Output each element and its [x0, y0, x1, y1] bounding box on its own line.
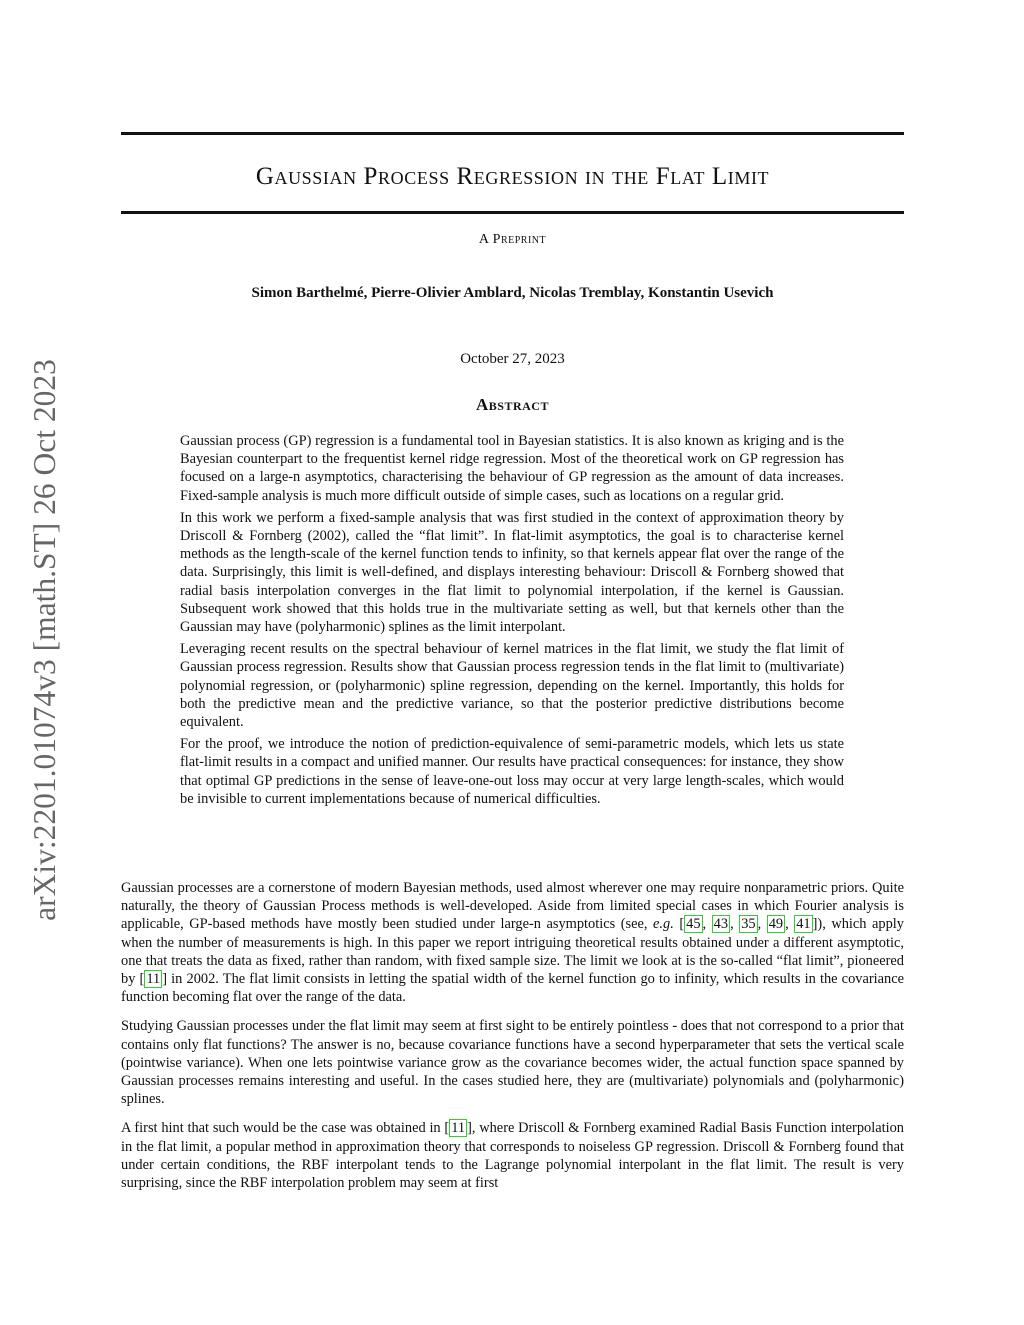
citation-link-43[interactable]: 43: [713, 916, 729, 933]
citation-link-11[interactable]: 11: [146, 971, 161, 988]
author-list: Simon Barthelmé, Pierre-Olivier Amblard, Nicolas Tremblay, Konstantin Usevich: [251, 285, 774, 301]
citation-link-11[interactable]: 11: [451, 1120, 466, 1137]
abstract-paragraph: Leveraging recent results on the spectral behaviour of kernel matrices in the flat limit, we study the flat limit of Gaussian process regression. Results show that Gaussian process regression tends in the flat limit to (multivariate) polynomial regression, or (polyharmonic) spline regression, depending on the kernel. Importantly, this holds for both the predictive mean and the predictive variance, so that the posterior predictive distributions become equivalent.: [180, 641, 844, 731]
text-span: A first hint that such would be the case was obtained in [: [121, 1120, 450, 1137]
text-span: [: [673, 916, 685, 933]
citation-link-45[interactable]: 45: [686, 916, 701, 933]
text-span-italic: e.g.: [653, 916, 674, 933]
title-rule-bottom: [121, 211, 904, 214]
text-span: ]), which apply when the number of measurements is high. In this paper we report intriguing theoretical results obtained under a different asymptotic, one that treats the data as fixed, rather than random, with fixed sample size. The limit we look at is the so-called “flat limit”, pioneered by [: [121, 916, 904, 988]
citation-link-35[interactable]: 35: [741, 916, 756, 933]
text-span: ] in 2002. The flat limit consists in letting the spatial width of the kernel function go to infinity, which results in the covariance function becoming flat over the range of the data.: [121, 971, 904, 1006]
citation-link-41[interactable]: 41: [796, 916, 811, 933]
abstract-heading: Abstract: [476, 395, 549, 414]
introduction-body: [121, 879, 904, 1203]
citation-link-49[interactable]: 49: [768, 916, 784, 933]
text-span: Gaussian processes are a cornerstone of modern Bayesian methods, used almost wherever one may require nonparametric priors. Quite naturally, the theory of Gaussian Process methods is well-developed. Aside from limited special cases in which Fourier analysis is applicable, GP-based methods have mostly been studied under large-n asymptotics (see,: [121, 880, 904, 933]
body-paragraph: [121, 1119, 904, 1192]
paper-date: October 27, 2023: [460, 351, 565, 367]
abstract-paragraph: In this work we perform a fixed-sample analysis that was first studied in the context of approximation theory by Driscoll & Fornberg (2002), called the “flat limit”. In flat-limit asymptotics, the goal is to characterise kernel methods as the length-scale of the kernel function tends to infinity, so that kernels appear flat over the range of the data. Surprisingly, this limit is well-defined, and displays interesting behaviour: Driscoll & Fornberg showed that radial basis interpolation converges in the flat limit to polynomial interpolation, if the kernel is Gaussian. Subsequent work showed that this holds true in the multivariate setting as well, but that kernels other than the Gaussian may have (polyharmonic) splines as the limit interpolant.: [180, 509, 844, 636]
body-paragraph: Studying Gaussian processes under the flat limit may seem at first sight to be entirely pointless - does that not correspond to a prior that contains only flat functions? The answer is no, because covariance functions have a second hyperparameter that sets the vertical scale (pointwise variance). When one lets pointwise variance grow as the covariance becomes wider, the actual function space spanned by Gaussian processes remains interesting and useful. In the cases studied here, they are (multivariate) polynomials and (polyharmonic) splines.: [121, 1018, 904, 1108]
title-rule-top: [121, 132, 904, 135]
arxiv-sidebar-stamp: arXiv:2201.01074v3 [math.ST] 26 Oct 2023: [27, 359, 62, 921]
abstract-body: [180, 432, 844, 812]
paper-subtitle: A Preprint: [478, 232, 547, 247]
text-span: ], where Driscoll & Fornberg examined Radial Basis Function interpolation in the flat limit, a popular method in approximation theory that corresponds to noiseless GP regression. Driscoll & Fornberg found that under certain conditions, the RBF interpolant tends to the Lagrange polynomial interpolant in the flat limit. The result is very surprising, since the RBF interpolation problem may seem at first: [121, 1120, 904, 1192]
body-paragraph: Gaussian processes are a cornerstone of modern Bayesian methods, used almost wherever one may require nonparametric priors. Quite naturally, the theory of Gaussian Process methods is well-developed. Aside from limited special cases in which Fourier analysis is applicable, GP-based methods have mostly been studied under large-n asymptotics (see, e.g. [ 45 , 43 , 35 , 49 , 41 ]), which apply when the number of measurements is high. In this paper we report intriguing theoretical results obtained under a different asymptotic, one that treats the data as fixed, rather than random, with fixed sample size. The limit we look at is the so-called “flat limit”, pioneered by [ 11 ] in 2002. The flat limit consists in letting the spatial width of the kernel function go to infinity, which results in the covariance function becoming flat over the range of the data.: [121, 880, 904, 1006]
abstract-paragraph: For the proof, we introduce the notion of prediction-equivalence of semi-parametric models, which lets us state flat-limit results in a compact and unified manner. Our results have practical consequences: for instance, they show that optimal GP predictions in the sense of leave-one-out loss may occur at very large length-scales, which would be invisible to current implementations because of numerical difficulties.: [180, 736, 844, 807]
abstract-paragraph: Gaussian process (GP) regression is a fundamental tool in Bayesian statistics. It is also known as kriging and is the Bayesian counterpart to the frequentist kernel ridge regression. Most of the theoretical work on GP regression has focused on a large-n asymptotics, characterising the behaviour of GP regression as the amount of data increases. Fixed-sample analysis is much more difficult outside of simple cases, such as locations on a regular grid.: [180, 433, 844, 504]
paper-title: Gaussian Process Regression in the Flat Limit: [255, 163, 770, 190]
